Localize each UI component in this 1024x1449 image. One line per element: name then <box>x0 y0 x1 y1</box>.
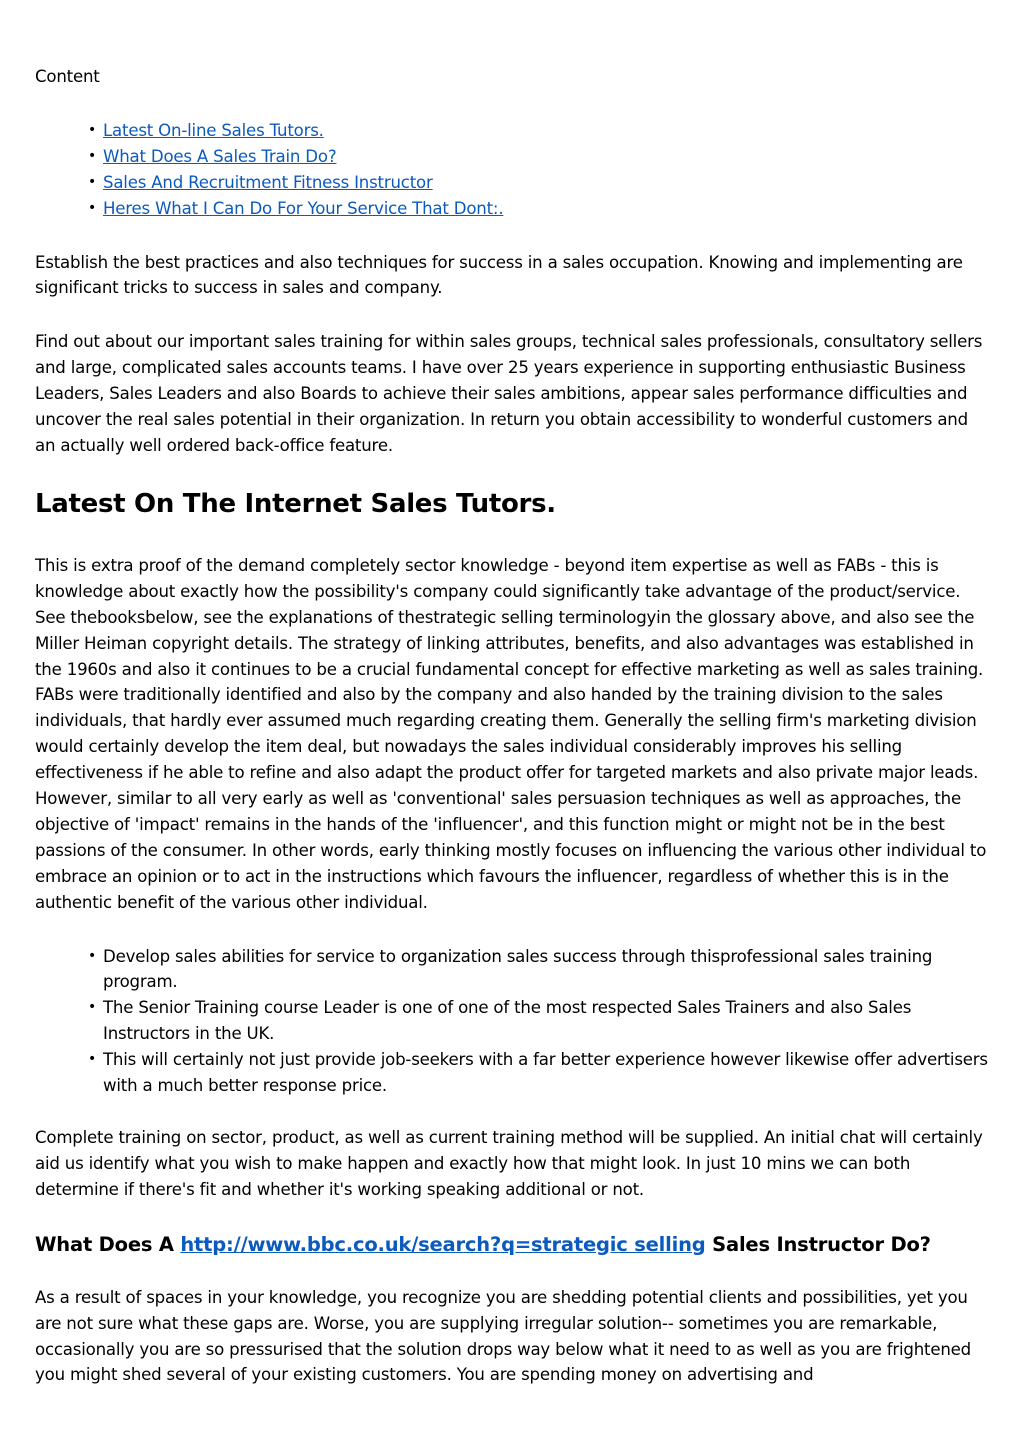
toc-link-sales-and-recruitment[interactable]: Sales And Recruitment Fitness Instructor <box>103 172 433 192</box>
content-label: Content <box>35 67 100 86</box>
table-of-contents <box>35 118 990 222</box>
toc-link-heres-what-i-can-do[interactable]: Heres What I Can Do For Your Service That Dont:. <box>103 198 504 218</box>
toc-item <box>103 144 990 170</box>
toc-link-what-does-a-sales-train-do[interactable]: What Does A Sales Train Do? <box>103 146 337 166</box>
paragraph-complete-training: Complete training on sector, product, as well as current training method will be supplied. An initial chat will certainly aid us identify what you wish to make happen and exactly how that might look. In just 10 mins we can both determine if there's fit and whether it's working speaking additional or not. <box>35 1128 983 1199</box>
heading-prefix: What Does A <box>35 1232 181 1256</box>
toc-item <box>103 170 990 196</box>
section-heading-latest: Latest On The Internet Sales Tutors. <box>35 488 556 519</box>
section-heading-what-does <box>35 1231 990 1259</box>
paragraph-fabs: This is extra proof of the demand completely sector knowledge - beyond item expertise as well as FABs - this is knowledge about exactly how the possibility's company could significantly take advantage of the product/service. See thebooksbelow, see the explanations of thestrategic selling terminologyin the glossary above, and also see the Miller Heiman copyright details. The strategy of linking attributes, benefits, and also advantages was established in the 1960s and also it continues to be a crucial fundamental concept for effective marketing as well as sales training. FABs were traditionally identified and also by the company and also handed by the training division to the sales individuals, that hardly ever assumed much regarding creating them. Generally the selling firm's marketing division would certainly develop the item deal, but nowadays the sales individual considerably improves his selling effectiveness if he able to refine and also adapt the product offer for targeted markets and also private major leads. However, similar to all very early as well as 'conventional' sales persuasion techniques as well as approaches, the objective of 'impact' remains in the hands of the 'influencer', and this function might or might not be in the best passions of the consumer. In other words, early thinking mostly focuses on influencing the various other individual to embrace an opinion or to act in the instructions which favours the influencer, regardless of whether this is in the authentic benefit of the various other individual. <box>35 555 987 912</box>
heading-suffix: Sales Instructor Do? <box>705 1232 931 1256</box>
toc-link-latest-online-sales-tutors[interactable]: Latest On-line Sales Tutors. <box>103 120 324 140</box>
list-item: • Develop sales abilities for service to organization sales success through thisprofessional sales training program. <box>103 944 990 996</box>
toc-item <box>103 118 990 144</box>
paragraph-knowledge-gaps: As a result of spaces in your knowledge, you recognize you are shedding potential clients and possibilities, yet you are not sure what these gaps are. Worse, you are supplying irregular solution-- sometimes you are remarkable, occasionally you are so pressurised that the solution drops way below what it need to as well as you are frightened you might shed several of your existing customers. You are spending money on advertising and <box>35 1287 972 1385</box>
paragraph-training: Find out about our important sales training for within sales groups, technical sales professionals, consultatory sellers and large, complicated sales accounts teams. I have over 25 years experience in supporting enthusiastic Business Leaders, Sales Leaders and also Boards to achieve their sales ambitions, appear sales performance difficulties and uncover the real sales potential in their organization. In return you obtain accessibility to wonderful customers and an actually well ordered back-office feature. <box>35 332 983 455</box>
paragraph-intro: Establish the best practices and also techniques for success in a sales occupation. Knowing and implementing are significant tricks to success in sales and company. <box>35 252 963 298</box>
list-item: • The Senior Training course Leader is one of one of the most respected Sales Trainers and also Sales Instructors in the UK. <box>103 995 990 1047</box>
list-item: • This will certainly not just provide job-seekers with a far better experience however likewise offer advertisers with a much better response price. <box>103 1047 990 1099</box>
bullet-list <box>35 944 990 1099</box>
heading-link-strategic-selling[interactable]: http://www.bbc.co.uk/search?q=strategic selling <box>180 1232 706 1256</box>
toc-item <box>103 196 990 222</box>
